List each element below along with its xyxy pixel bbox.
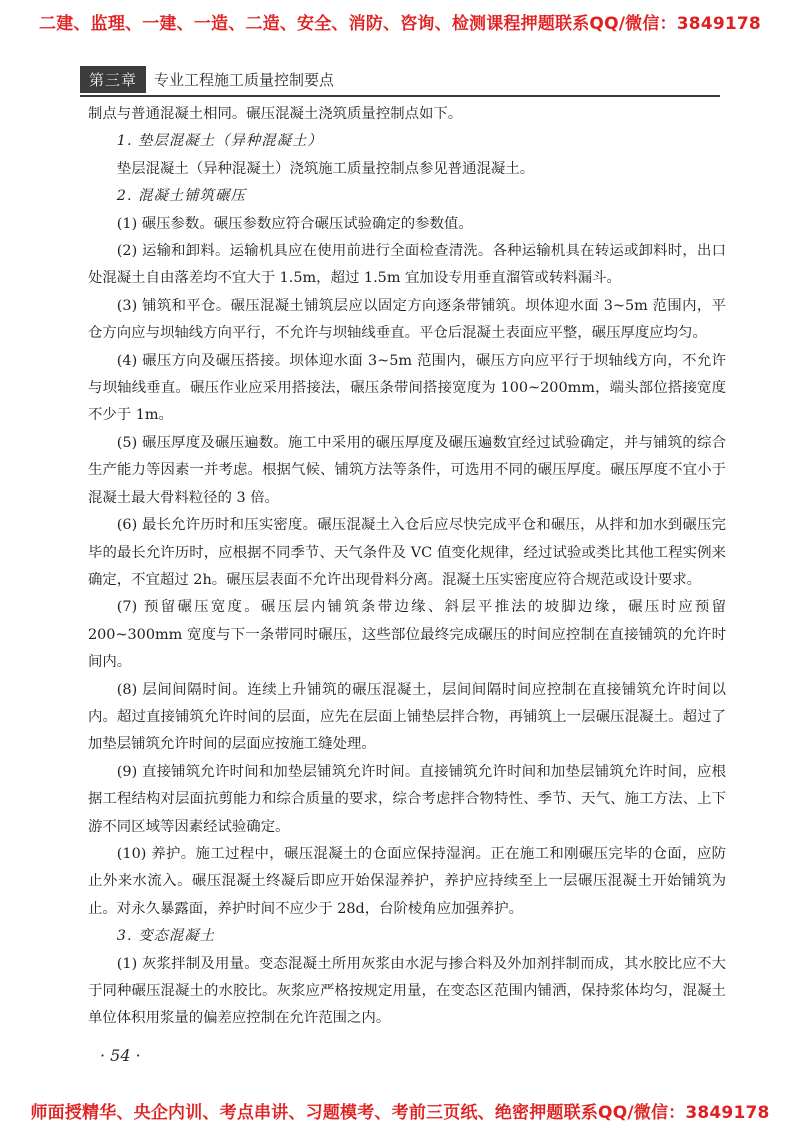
paragraph: (7) 预留碾压宽度。碾压层内铺筑条带边缘、斜层平推法的坡脚边缘，碾压时应预留 200~300mm 宽度与下一条带同时碾压，这些部位最终完成碾压的时间应控制在直接铺筑的允许时间内。 [88,599,726,671]
chapter-tag: 第三章 [80,66,146,93]
chapter-title: 专业工程施工质量控制要点 [154,70,335,89]
paragraph: (3) 铺筑和平仓。碾压混凝土铺筑层应以固定方向逐条带铺筑。坝体迎水面 3~5m 范围内，平仓方向应与坝轴线方向平行，不允许与坝轴线垂直。平仓后混凝土表面应平整，碾压厚度应均匀。 [88,297,726,342]
paragraph: 垫层混凝土（异种混凝土）浇筑施工质量控制点参见普通混凝土。 [116,160,535,177]
paragraph: (6) 最长允许历时和压实密度。碾压混凝土入仓后应尽快完成平仓和碾压，从拌和加水到碾压完毕的最长允许历时，应根据不同季节、天气条件及 VC 值变化规律，经过试验或类比其他工程实例来确定，不宜超过 2h。碾压层表面不允许出现骨料分离。混凝土压实密度应符合规范或设计要求。 [88,517,726,588]
paragraph: (8) 层间间隔时间。连续上升铺筑的碾压混凝土，层间间隔时间应控制在直接铺筑允许时间以内。超过直接铺筑允许时间的层面，应先在层面上铺垫层拌合物，再铺筑上一层碾压混凝土。超过了加垫层铺筑允许时间的层面应按施工缝处理。 [88,681,726,753]
section-heading: 2. 混凝土铺筑碾压 [116,188,246,205]
paragraph: (9) 直接铺筑允许时间和加垫层铺筑允许时间。直接铺筑允许时间和加垫层铺筑允许时间，应根据工程结构对层面抗剪能力和综合质量的要求，综合考虑拌合物特性、季节、天气、施工方法、上下游不同区域等因素经试验确定。 [88,763,726,835]
paragraph: (1) 灰浆拌制及用量。变态混凝土所用灰浆由水泥与掺合料及外加剂拌制而成，其水胶比应不大于同种碾压混凝土的水胶比。灰浆应严格按规定用量，在变态区范围内铺洒，保持浆体均匀，混凝土单位体积用浆量的偏差应控制在允许范围之内。 [88,955,726,1027]
page-number: · 54 · [100,1046,141,1065]
bottom-ad-banner: 师面授精华、央企内训、考点串讲、习题模考、考前三页纸、绝密押题联系QQ/微信：3849178 [30,1103,770,1123]
top-ad-banner: 二建、监理、一建、一造、二造、安全、消防、咨询、检测课程押题联系QQ/微信：3849178 [39,14,761,34]
chapter-header [80,66,334,92]
paragraph: (1) 碾压参数。碾压参数应符合碾压试验确定的参数值。 [116,215,473,232]
paragraph: (5) 碾压厚度及碾压遍数。施工中采用的碾压厚度及碾压遍数宜经过试验确定，并与铺筑的综合生产能力等因素一并考虑。根据气候、铺筑方法等条件，可选用不同的碾压厚度。碾压厚度不宜小于混凝土最大骨料粒径的 3 倍。 [88,434,726,506]
paragraph: (10) 养护。施工过程中，碾压混凝土的仓面应保持湿润。正在施工和刚碾压完毕的仓面，应防止外来水流入。碾压混凝土终凝后即应开始保湿养护，养护应持续至上一层碾压混凝土开始铺筑为止。对永久暴露面，养护时间不应少于 28d，台阶棱角应加强养护。 [88,845,726,917]
page-body [88,101,726,1033]
header-divider [80,95,720,97]
paragraph: (4) 碾压方向及碾压搭接。坝体迎水面 3~5m 范围内，碾压方向应平行于坝轴线方向，不允许与坝轴线垂直。碾压作业应采用搭接法，碾压条带间搭接宽度为 100~200mm，端头部位搭接宽度不少于 1m。 [88,352,726,424]
section-heading: 1. 垫层混凝土（异种混凝土） [116,133,323,150]
paragraph: (2) 运输和卸料。运输机具应在使用前进行全面检查清洗。各种运输机具在转运或卸料时，出口处混凝土自由落差均不宜大于 1.5m，超过 1.5m 宜加设专用垂直溜管或转料漏斗。 [88,243,726,287]
section-heading: 3. 变态混凝土 [116,928,216,945]
paragraph: 制点与普通混凝土相同。碾压混凝土浇筑质量控制点如下。 [88,106,463,122]
